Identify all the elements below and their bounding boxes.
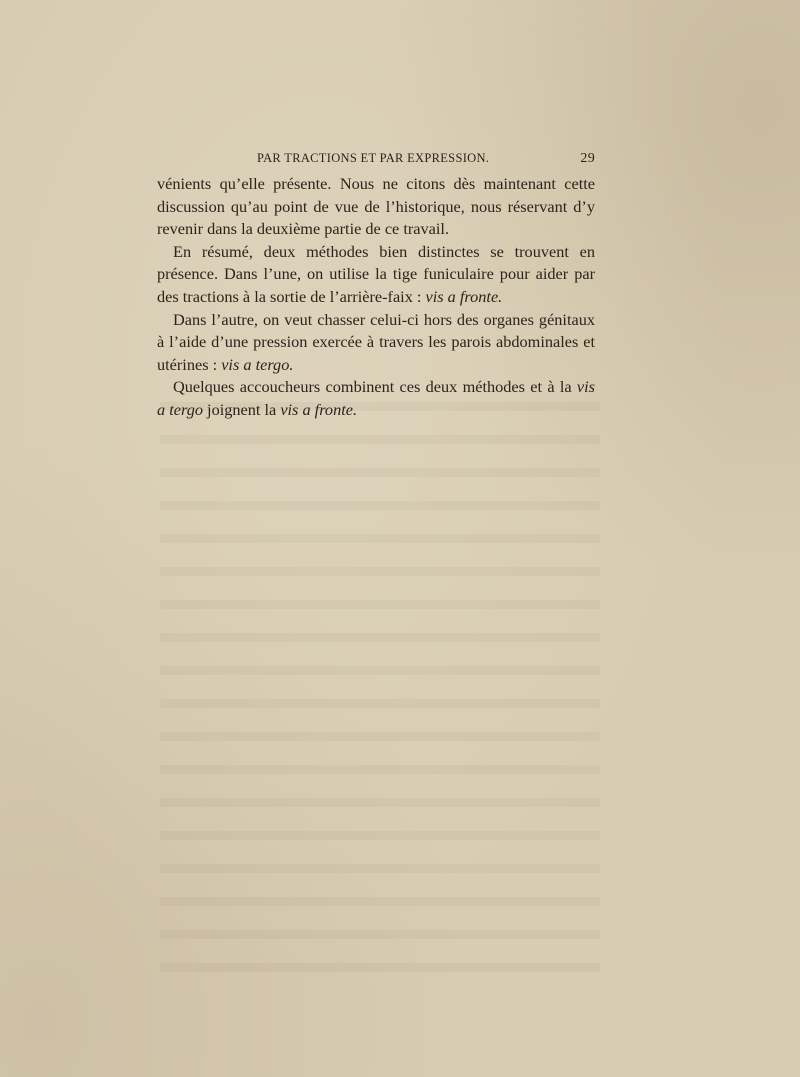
paragraph-4-text-b: joignent la: [202, 399, 281, 419]
paragraph-1-text: vénients qu’elle présente. Nous ne citons dès maintenant cette discussion qu’au point de vue de l’historique, nous réservant d’y revenir dans la deuxième partie de ce travail.: [157, 174, 595, 239]
page-header: [157, 151, 595, 169]
body-text: [157, 173, 595, 422]
latin-term-vis-a-fronte: vis a fronte.: [425, 286, 503, 306]
running-title: PAR TRACTIONS ET PAR EXPRESSION.: [257, 151, 490, 165]
paragraph-2-text: En résumé, deux méthodes bien distinctes se trouvent en présence. Dans l’une, on utilise la tige funiculaire pour aider par des tractions à la sortie de l’arrière-faix :: [157, 241, 595, 306]
paragraph-4: [157, 376, 595, 421]
paragraph-1: [157, 173, 595, 241]
latin-term-vis-a-fronte-2: vis a fronte.: [280, 399, 358, 419]
paragraph-3: [157, 309, 595, 377]
latin-term-vis-a-tergo-2: vis a tergo: [157, 377, 595, 419]
bleed-through-text: [160, 380, 600, 974]
page-number: 29: [580, 151, 595, 166]
paragraph-2: [157, 241, 595, 309]
paragraph-3-text: Dans l’autre, on veut chasser celui-ci hors des organes génitaux à l’aide d’une pression exercée à travers les parois abdominales et utérines :: [157, 309, 595, 374]
latin-term-vis-a-tergo: vis a tergo.: [221, 354, 294, 374]
paragraph-4-text-a: Quelques accoucheurs combinent ces deux méthodes et à la: [173, 377, 577, 397]
